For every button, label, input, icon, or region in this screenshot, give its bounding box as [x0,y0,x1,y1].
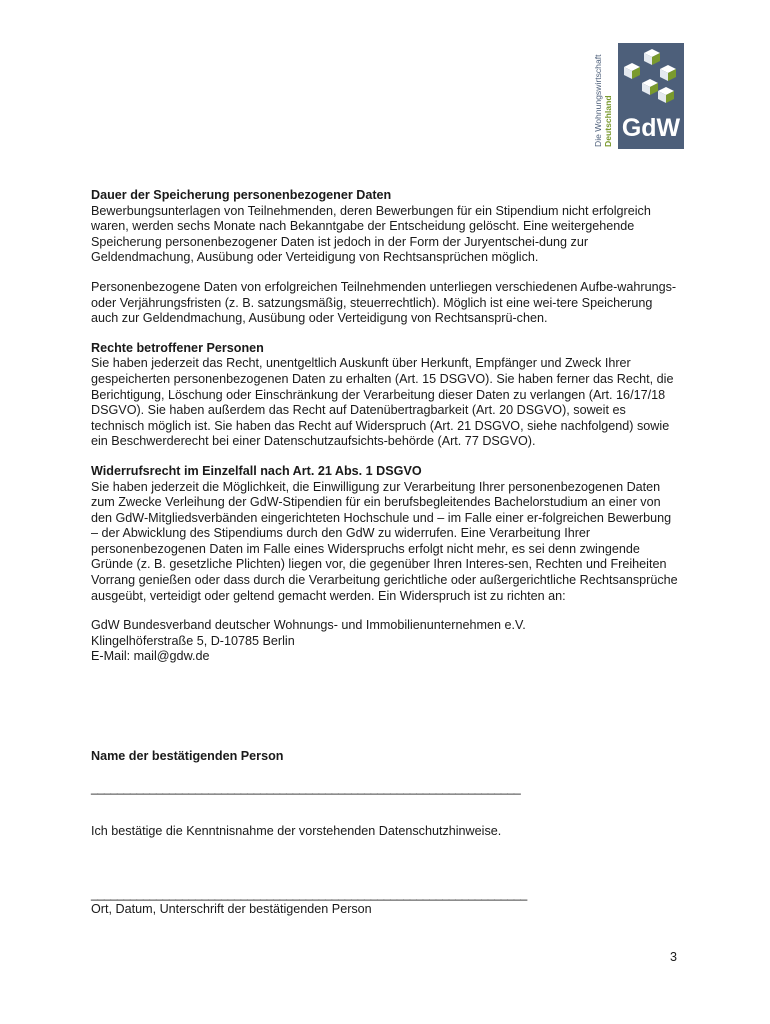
section-heading: Dauer der Speicherung personenbezogener Daten [91,188,392,202]
address-block [91,618,681,665]
paragraph: Personenbezogene Daten von erfolgreichen Teilnehmenden unterliegen verschiedenen Aufbe-wahrungs- oder Verjährungsfristen (z. B. satzungsmäßig, steuerrechtlich). Möglich ist eine wei-tere Speicherung auch zur Geldendmachung, Ausübung oder Verteidigung von Rechtsansprü-chen. [91,279,677,326]
email-line: E-Mail: mail@gdw.de [91,649,210,664]
document-body [91,188,681,665]
logo-text-line1: Die Wohnungswirtschaft [593,54,603,147]
address-line: Klingelhöferstraße 5, D-10785 Berlin [91,633,295,648]
gdw-logo [591,43,691,149]
logo-text-line2: Deutschland [603,95,613,147]
page-number: 3 [670,950,678,964]
acknowledgement-text: Ich bestätige die Kenntnisnahme der vorstehenden Datenschutzhinweise. [91,824,502,838]
logo-cubes-icon [618,43,684,113]
section-storage-duration [91,188,681,327]
logo-vertical-text [591,43,617,149]
paragraph: Sie haben jederzeit die Möglichkeit, die Einwilligung zur Verarbeitung Ihrer personenbezogenen Daten zum Zwecke Verleihung der GdW-Stipendien für ein berufsbegleitendes Bachelorstudium an einer von den GdW-Mitgliedsverbänden eingerichteten Hochschule und – im Falle einer er-folgreichen Bewerbung – der Abwicklung des Stipendiums durch den GdW zu widerrufen. Eine Verarbeitung Ihrer personenbezogenen Daten im Falle eines Widerspruchs erfolgt nicht mehr, es sei denn zwingende Gründe (z. B. gesetzliche Plichten) liegen vor, die gegenüber Ihren Interes-sen, Rechten und Freiheiten Vorrang genießen oder dass durch die Verarbeitung gerichtliche oder außergerichtliche Rechtsansprüche ausgeübt, verteidigt oder geltend gemacht werden. Ein Widerspruch ist zu richten an: [91,479,678,603]
signature-title: Name der bestätigenden Person [91,749,284,763]
logo-box [618,43,684,149]
signature-caption: Ort, Datum, Unterschrift der bestätigenden Person [91,902,372,916]
logo-brand-text: GdW [621,114,681,142]
paragraph: Bewerbungsunterlagen von Teilnehmenden, deren Bewerbungen für ein Stipendium nicht erfolgreich waren, werden sechs Monate nach Bekanntgabe der Entscheidung gelöscht. Eine weitergehende Speicherung personenbezogener Daten ist jedoch in der Form der Juryentschei-dung zur Geldendmachung, Ausübung oder Verteidigung von Rechtsansprüchen möglich. [91,203,651,265]
section-rights [91,341,681,450]
address-line: GdW Bundesverband deutscher Wohnungs- und Immobilienunternehmen e.V. [91,618,526,633]
place-date-signature-line[interactable]: ___________________________________________________________________ [91,887,527,901]
section-heading: Rechte betroffener Personen [91,340,264,355]
paragraph: Sie haben jederzeit das Recht, unentgeltlich Auskunft über Herkunft, Empfänger und Zweck Ihrer gespeicherten personenbezogenen Daten zu erhalten (Art. 15 DSGVO). Sie haben ferner das Recht, die Berichtigung, Löschung oder Einschränkung der Verarbeitung dieser Daten zu verlangen (Art. 16/17/18 DSGVO). Sie haben außerdem das Recht auf Datenübertragbarkeit (Art. 20 DSGVO), soweit es technisch möglich ist. Sie haben das Recht auf Widerspruch (Art. 21 DSGVO, siehe nachfolgend) sowie ein Beschwerderecht bei einer Datenschutzaufsichts-behörde (Art. 77 DSGVO). [91,356,674,449]
name-signature-line[interactable]: __________________________________________________________________ [91,781,521,795]
section-right-of-objection [91,464,681,604]
section-heading: Widerrufsrecht im Einzelfall nach Art. 21 Abs. 1 DSGVO [91,463,422,478]
